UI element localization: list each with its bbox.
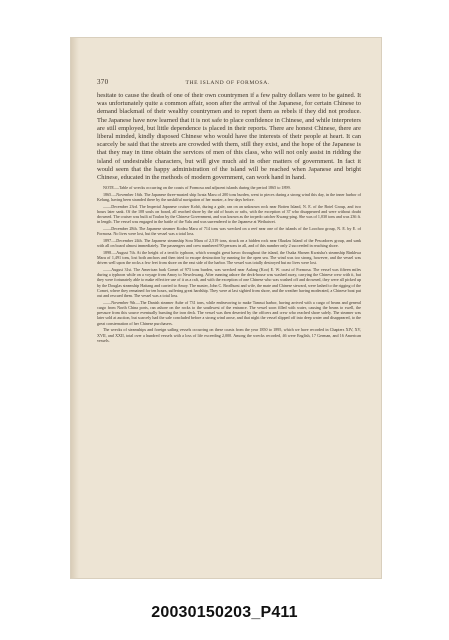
note-paragraph: ——August 31st. The American bark Comet of 973 tons burden, was wrecked near Aulang (Koo) E. W. coast of Formosa. The vessel was fifteen miles during a typhoon while on a voyage from Amoy to Newchwang. After running ashore the deck-house was washed away, carrying the Chinese crew with it, but they were fortunately able to make effective use of it as a raft, and with the exception of one Chinese who was washed off and drowned, they were all picked up by the Douglas steamship Haitang and carried to Amoy. The master, John C. Brodhurst and wife, the mate and Chinese steward, were lashed to the rigging of the Comet, where they remained for ten hours, suffering great hardship. They were at last sighted from shore, and the weather having moderated, a Chinese boat put out and rescued them. The vessel was a total loss. (97, 267, 361, 299)
main-paragraph: hesitate to cause the death of one of their own countrymen if a few paltry dollars were to be gained. It was unfortunately quite a common affair, soon after the arrival of the Japanese, for certain Chinese to demand blackmail of their wealthy countrymen and to report them as rebels if they did not produce. The Japanese have now learned that it is not safe to place confidence in Chinese, and while interpreters are still employed, but little dependence is placed in their reports. There are honest Chinese, there are liberal minded, kindly disposed Chinese who would have the interests of their people at heart. It can scarcely be said that the streets are crowded with them, still they exist, and the hope of the Japanese is that they may in time obtain the services of men of this class, who will not only assist in ridding the island of undesirable characters, but will give much aid in other matters of government. In fact it would seem that the happy administration of the island will be reached when Japanese and bright Chinese, educated in the methods of modern government, can work hand in hand. (97, 92, 361, 182)
note-paragraph: ——December 23rd. The Imperial Japanese cruiser Kohō, during a gale, ran on an unknown rock near Botten Island, N. E. of the Botel Group, and two hours later sank. Of the 108 souls on board, all reached shore by the aid of boats or rafts, with the exception of 37 who disappeared and were without doubt drowned. The cruiser was built at Toulon by the Chinese Government, and was known as the torpedo catcher Kwang-ping. She was of 1,030 tons and was 236 ft. in length. The vessel was engaged in the battle of the Yalu and was surrendered to the Japanese at Weihaiwei. (97, 203, 362, 225)
page-number: 370 (97, 78, 109, 86)
running-title: THE ISLAND OF FORMOSA. (185, 80, 270, 86)
body-text (97, 92, 361, 344)
note-paragraph: The wrecks of steamships and foreign sailing vessels occurring on these coasts from the year 1850 to 1895, which we have recorded in Chapters XIV, XV, XVII, and XXII, total over a hundred vessels with a loss of life exceeding 2,000. Among the wrecks recorded, 46 were English, 17 German, and 16 American vessels. (97, 327, 361, 343)
note-paragraph: 1898.—August 7th. At the height of a terrific typhoon, which wrought great havoc throughout the island, the Osaka Shosen Kwaisha's steamship Rinkhwa Maru of 1,491 tons, lost both anchors and then tried to escape destruction by running for the open sea. The wind was too strong, however, and the vessel was driven well upon the rocks a few feet from shore on the east side of the harbor. The vessel was totally destroyed but no lives were lost. (97, 249, 361, 266)
scanned-page (71, 38, 381, 578)
note-paragraph: ——November 9th.—The Danish steamer Aube of 731 tons, while endeavoring to make Tamsui harbor, having arrived with a cargo of beans and general cargo from North China ports, ran ashore on the rocks to the southwest of the entrance. The vessel soon filled with water, causing the beans to swell, the pressure from this source eventually bursting the iron deck. The vessel was then deserted by the officers and crew who reached shore safely. The steamer was later sold at auction, but scarcely had the sale concluded before a strong wind arose, and that night the vessel slipped off into deep water and disappeared, to the great consternation of her Chinese purchasers. (97, 299, 361, 326)
note-paragraph: ——December 28th. The Japanese steamer Kodzu Maru of 714 tons was wrecked on a reef near one of the islands of the Loochoo group, N. E. by E. of Formosa. No lives were lost, but the vessel was a total loss. (97, 226, 361, 237)
note-paragraph: 1897.—December 24th. The Japanese steamship Sora Maru of 2,519 tons, struck on a hidden rock near Okudzu Island of the Pescadores group, and sank with all on board almost immediately. The passengers and crew numbered 90 persons in all, and of this number only 2 succeeded in reaching shore. (97, 238, 361, 249)
note-paragraph: NOTE.—Table of wrecks occurring on the coasts of Formosa and adjacent islands during the period 1865 to 1899. (103, 185, 291, 191)
image-id-caption: 20030150203_P411 (151, 604, 298, 621)
page-binding-shadow (71, 38, 79, 578)
running-head (97, 78, 357, 86)
main-paragraph-block (97, 92, 361, 182)
wreck-notes (97, 185, 361, 343)
note-paragraph: 1865.—November 16th. The Japanese three-masted ship Iwata Maru of 200 tons burden, went to pieces during a strong wind this day, in the inner harbor of Kelung, having been stranded there by the unskilful navigation of her master, a few days before. (97, 191, 361, 203)
